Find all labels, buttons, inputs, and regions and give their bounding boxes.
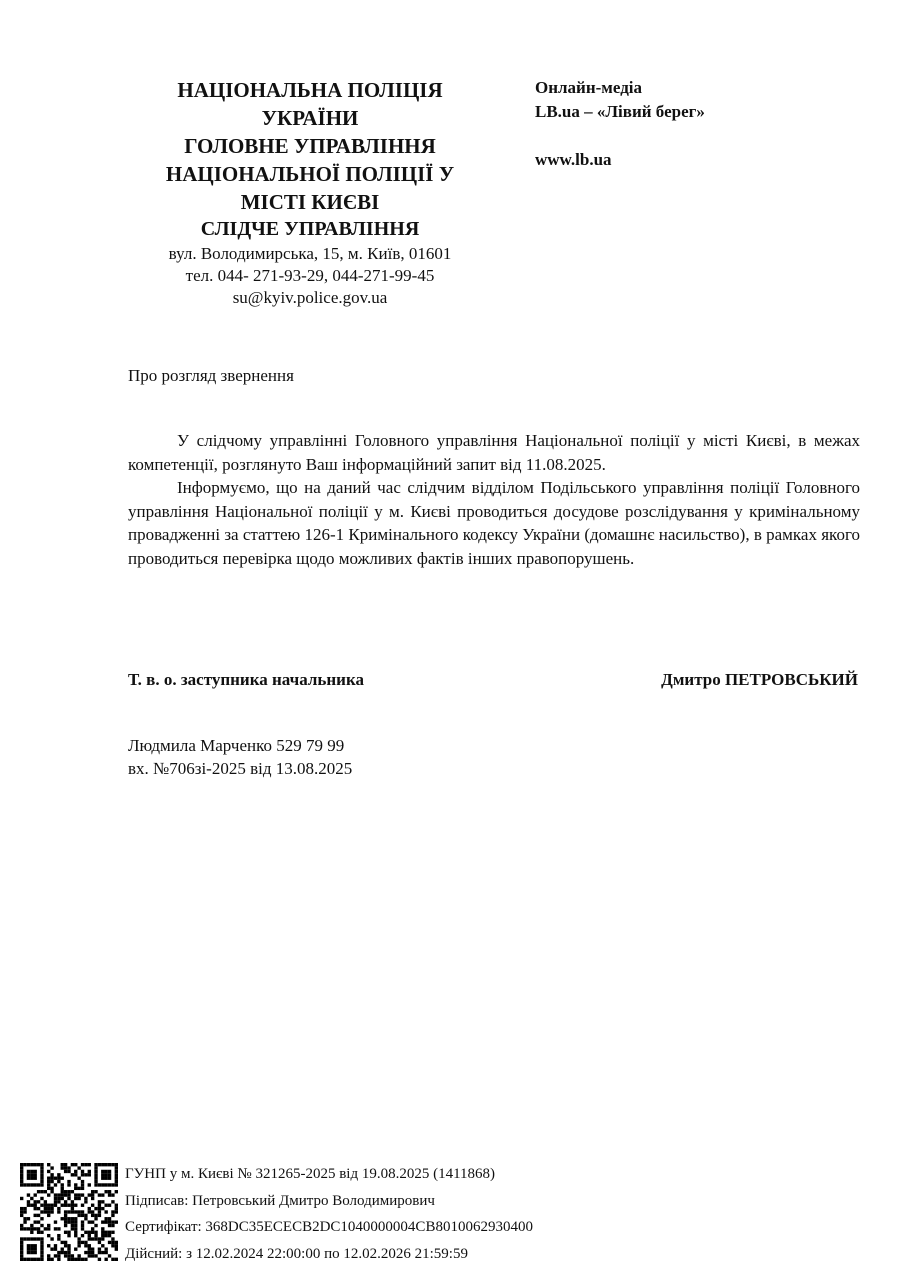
sender-org-line: НАЦІОНАЛЬНОЇ ПОЛІЦІЇ У — [165, 162, 455, 186]
signer-name: Дмитро ПЕТРОВСЬКИЙ — [661, 670, 858, 689]
body-paragraph: У слідчому управлінні Головного управління Національної поліції у місті Києві, в межах компетенції, розглянуто Ваш інформаційний запит від 11.08.2025. — [128, 431, 860, 474]
sender-address: вул. Володимирська, 15, м. Київ, 01601 — [168, 244, 452, 263]
sender-org-line: МІСТІ КИЄВІ — [240, 190, 380, 214]
recipient-website: www.lb.ua — [535, 150, 612, 169]
qr-code-icon — [20, 1163, 118, 1261]
sender-email: su@kyiv.police.gov.ua — [232, 288, 388, 307]
signature-row — [128, 670, 858, 690]
sender-letterhead — [130, 76, 490, 309]
stamp-registration: ГУНП у м. Києві № 321265-2025 від 19.08.2025 (1411868) — [125, 1166, 496, 1182]
incoming-reference: вх. №706зі-2025 від 13.08.2025 — [128, 759, 353, 778]
digital-signature-stamp — [20, 1161, 880, 1266]
sender-org-line: УКРАЇНИ — [261, 106, 359, 130]
signer-position: Т. в. о. заступника начальника — [128, 670, 364, 689]
body-paragraph: Інформуємо, що на даний час слідчим відділом Подільського управління поліції Головного управління Національної поліції у м. Києві проводиться досудове розслідування у кримінальному провадженні за статтею 126-1 Кримінального кодексу України (домашнє насильство), в рамках якого проводиться перевірка щодо можливих фактів інших правопорушень. — [128, 478, 860, 568]
letter-body — [128, 429, 860, 570]
sender-org-line: НАЦІОНАЛЬНА ПОЛІЦІЯ — [177, 78, 443, 102]
executor-block — [128, 734, 352, 780]
stamp-certificate: Сертифікат: 368DC35ECECB2DC1040000004CB8010062930400 — [125, 1219, 533, 1235]
recipient-block — [535, 76, 705, 172]
recipient-name: LB.ua – «Лівий берег» — [535, 102, 705, 121]
stamp-validity: Дійсний: з 12.02.2024 22:00:00 по 12.02.2026 21:59:59 — [125, 1245, 468, 1262]
sender-phone: тел. 044- 271-93-29, 044-271-99-45 — [185, 266, 435, 285]
sender-department: СЛІДЧЕ УПРАВЛІННЯ — [200, 218, 420, 240]
stamp-text — [125, 1161, 865, 1267]
stamp-signed-by: Підписав: Петровський Дмитро Володимирович — [125, 1192, 435, 1209]
sender-org-line: ГОЛОВНЕ УПРАВЛІННЯ — [184, 134, 436, 158]
recipient-type: Онлайн-медіа — [535, 78, 643, 97]
subject-line: Про розгляд звернення — [128, 366, 294, 385]
executor-contact: Людмила Марченко 529 79 99 — [128, 736, 345, 755]
